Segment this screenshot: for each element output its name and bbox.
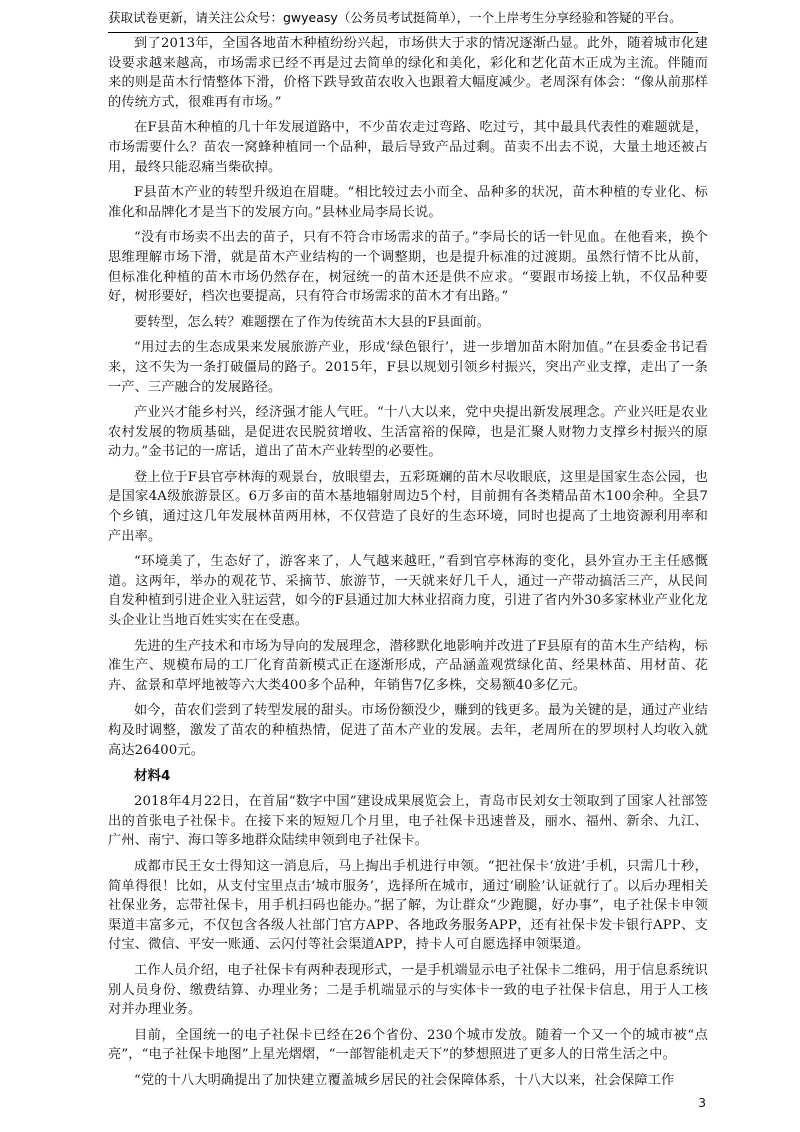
body-paragraph: F县苗木产业的转型升级迫在眉睫。“相比较过去小而全、品种多的状况，苗木种植的专业化、标准化和品牌化才是当下的发展方向。”县林业局李局长说。 [108, 185, 708, 220]
body-paragraph: 到了2013年，全国各地苗木种植纷纷兴起，市场供大于求的情况逐渐凸显。此外，随着城市化建设要求越来越高，市场需求已经不再是过去简单的绿化和美化，彩化和艺化苗木正成为主流。伴随而来的则是苗木行情整体下滑，价格下跌导致苗农收入也跟着大幅度减少。老周深有体会：“像从前那样的传统方式，很难再有市场。” [108, 36, 708, 110]
document-body [108, 34, 708, 1097]
body-paragraph: 登上位于F县官亭林海的观景台，放眼望去，五彩斑斓的苗木尽收眼底，这里是国家生态公园，也是国家4A级旅游景区。6万多亩的苗木基地辐射周边5个村，目前拥有各类精品苗木100余种。全县7个乡镇，通过这几年发展林苗两用林，不仅营造了良好的生态环境，同时也提高了土地资源利用率和产出率。 [108, 469, 708, 544]
body-paragraph: “用过去的生态成果来发展旅游产业，形成‘绿色银行’，进一步增加苗木附加值。”在县委金书记看来，这不失为一条打破僵局的路子。2015年，F县以规划引领乡村振兴，突出产业支撑，走出了一条一产、三产融合的发展路径。 [108, 340, 708, 395]
body-paragraph: “环境美了，生态好了，游客来了，人气越来越旺，”看到官亭林海的变化，县外宣办王主任感慨道。这两年，举办的观花节、采摘节、旅游节，一天就来好几千人，通过一产带动搞活三产，从民间自发种植到引进企业入驻运营，如今的F县通过加大林业招商力度，引进了省内外30多家林业产业化龙头企业让当地百姓实实在在受惠。 [108, 554, 708, 629]
body-paragraph: 目前，全国统一的电子社保卡已经在26个省份、230个城市发放。随着一个又一个的城市被“点亮”，“电子社保卡地图”上星光熠熠，“一部智能机走天下”的梦想照进了更多人的日常生活之中。 [108, 1027, 708, 1063]
body-paragraph: 成都市民王女士得知这一消息后，马上掏出手机进行申领。“把社保卡‘放进’手机，只需几十秒，简单得很！比如，从支付宝里点击‘城市服务’，选择所在城市，通过‘刷脸’认证就行了。以后办理相关社保业务，忘带社保卡，用手机扫码也能办。”据了解，为让群众“少跑腿，好办事”，电子社保卡申领渠道丰富多元，不仅包含各级人社部门官方APP、各地政务服务APP，还有社保卡发卡银行APP、支付宝、微信、平安一账通、云闪付等社会渠道APP，持卡人可自愿选择申领渠道。 [108, 858, 708, 953]
body-paragraph: “没有市场卖不出去的苗子，只有不符合市场需求的苗子。”李局长的话一针见血。在他看来，换个思维理解市场下滑，就是苗木产业结构的一个调整期，也是提升标准的过渡期。虽然行情不比从前，但标准化种植的苗木市场仍然存在，树冠统一的苗木还是供不应求。“要跟市场接上轨，不仅品种要好，树形要好，档次也要提高，只有符合市场需求的苗木才有出路。” [108, 230, 708, 305]
body-paragraph: 如今，苗农们尝到了转型发展的甜头。市场份额没少，赚到的钱更多。最为关键的是，通过产业结构及时调整，激发了苗农的种植热情，促进了苗木产业的发展。去年，老周所在的罗坝村人均收入就高达26400元。 [108, 703, 708, 758]
body-paragraph: “党的十八大明确提出了加快建立覆盖城乡居民的社会保障体系，十八大以来，社会保障工作 [134, 1072, 675, 1088]
section-heading: 材料4 [134, 768, 171, 785]
body-paragraph: 在F县苗木种植的几十年发展道路中，不少苗农走过弯路、吃过亏，其中最具代表性的难题就是，市场需要什么？苗农一窝蜂种植同一个品种，最后导致产品过剩。苗卖不出去不说，大量土地还被占用，最终只能忍痛当柴砍掉。 [108, 120, 708, 175]
body-paragraph: 先进的生产技术和市场为导向的发展理念，潜移默化地影响并改进了F县原有的苗木生产结构，标准生产、规模布局的工厂化育苗新模式正在逐渐形成，产品涵盖观赏绿化苗、经果林苗、用材苗、花卉、盆景和草坪地被等六大类400多个品种，年销售7亿多株，交易额40多亿元。 [108, 638, 708, 693]
body-paragraph: 工作人员介绍，电子社保卡有两种表现形式，一是手机端显示电子社保卡二维码，用于信息系统识别人员身份、缴费结算、办理业务；二是手机端显示的与实体卡一致的电子社保卡信息，用于人工核对并办理业务。 [108, 962, 708, 1018]
page-header: 获取试卷更新，请关注公众号：gwyeasy（公务员考试挺简单），一个上岸考生分享经验和答疑的平台。 [108, 8, 698, 33]
body-paragraph: 产业兴才能乡村兴，经济强才能人气旺。“十八大以来，党中央提出新发展理念。产业兴旺是农业农村发展的物质基础，是促进农民脱贫增收、生活富裕的保障，也是汇聚人财物力支撑乡村振兴的原动力。”金书记的一席话，道出了苗木产业转型的必要性。 [108, 405, 708, 460]
body-paragraph: 要转型，怎么转？难题摆在了作为传统苗木大县的F县面前。 [134, 314, 491, 330]
page-number: 3 [698, 1096, 706, 1110]
body-paragraph: 2018年4月22日，在首届“数字中国”建设成果展览会上，青岛市民刘女士领取到了国家人社部签出的首张电子社保卡。在接下来的短短几个月里，电子社保卡迅速普及，丽水、福州、新余、九江、广州、南宁、海口等多地群众陆续申领到电子社保卡。 [108, 794, 708, 849]
